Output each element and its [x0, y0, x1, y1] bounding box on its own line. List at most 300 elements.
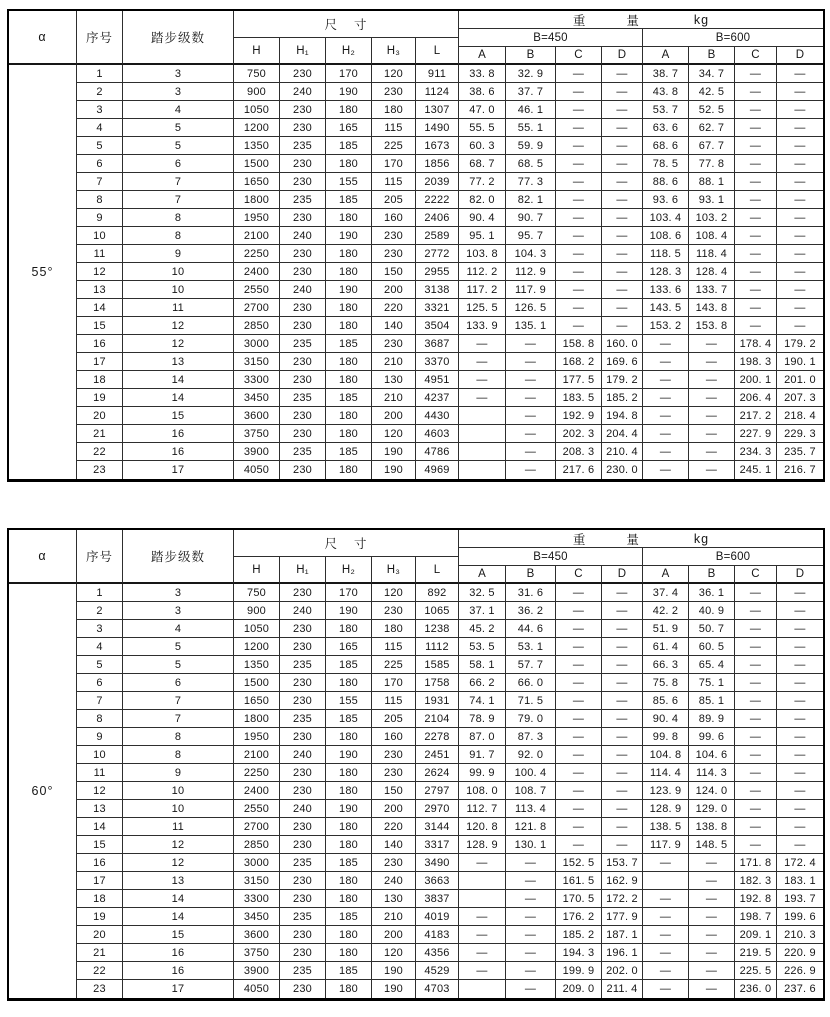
- cell-h: 750: [234, 65, 280, 83]
- cell-c600: —: [735, 137, 777, 155]
- cell-l: 4019: [416, 908, 459, 926]
- cell-l: 2589: [416, 227, 459, 245]
- cell-d600: —: [777, 263, 823, 281]
- cell-b600: —: [689, 407, 735, 425]
- cell-b450: 71. 5: [506, 692, 556, 710]
- col-header-b600: B: [689, 566, 735, 584]
- cell-h2: 185: [326, 191, 372, 209]
- cell-l: 1490: [416, 119, 459, 137]
- cell-d600: —: [777, 782, 823, 800]
- cell-h3: 230: [372, 227, 416, 245]
- cell-c450: —: [556, 584, 602, 602]
- cell-h3: 225: [372, 656, 416, 674]
- cell-a600: 68. 6: [643, 137, 689, 155]
- cell-h1: 230: [280, 173, 326, 191]
- cell-h: 2400: [234, 782, 280, 800]
- cell-b450: 53. 1: [506, 638, 556, 656]
- cell-h2: 180: [326, 872, 372, 890]
- cell-c600: —: [735, 245, 777, 263]
- cell-h: 1950: [234, 728, 280, 746]
- cell-h3: 190: [372, 980, 416, 998]
- cell-d600: —: [777, 281, 823, 299]
- cell-h: 2400: [234, 263, 280, 281]
- cell-b450: 46. 1: [506, 101, 556, 119]
- cell-d600: —: [777, 119, 823, 137]
- cell-steps: 12: [123, 317, 234, 335]
- cell-c450: —: [556, 764, 602, 782]
- cell-c450: —: [556, 638, 602, 656]
- cell-a450: [459, 890, 506, 908]
- col-header-h2: H₂: [326, 38, 372, 65]
- cell-seq: 21: [77, 425, 123, 443]
- cell-steps: 14: [123, 371, 234, 389]
- cell-steps: 16: [123, 962, 234, 980]
- cell-a600: 153. 2: [643, 317, 689, 335]
- cell-h1: 230: [280, 317, 326, 335]
- cell-h3: 180: [372, 620, 416, 638]
- cell-a600: 114. 4: [643, 764, 689, 782]
- cell-d450: —: [602, 263, 643, 281]
- cell-b600: —: [689, 425, 735, 443]
- cell-h: 2250: [234, 764, 280, 782]
- cell-d450: —: [602, 299, 643, 317]
- spec-table-55deg: [7, 9, 825, 482]
- cell-a450: —: [459, 389, 506, 407]
- cell-h2: 180: [326, 353, 372, 371]
- weight-group-header: [459, 530, 823, 548]
- cell-b600: —: [689, 890, 735, 908]
- cell-steps: 11: [123, 818, 234, 836]
- cell-b450: —: [506, 425, 556, 443]
- cell-steps: 12: [123, 854, 234, 872]
- cell-a600: 123. 9: [643, 782, 689, 800]
- cell-b450: —: [506, 908, 556, 926]
- cell-b450: —: [506, 926, 556, 944]
- cell-l: 3837: [416, 890, 459, 908]
- cell-c450: —: [556, 620, 602, 638]
- cell-h: 3450: [234, 908, 280, 926]
- cell-h2: 180: [326, 155, 372, 173]
- cell-seq: 12: [77, 782, 123, 800]
- col-header-l: L: [416, 38, 459, 65]
- cell-c600: —: [735, 728, 777, 746]
- cell-c450: 161. 5: [556, 872, 602, 890]
- col-header-c600: C: [735, 47, 777, 65]
- cell-h3: 200: [372, 281, 416, 299]
- cell-a600: —: [643, 908, 689, 926]
- cell-h: 2250: [234, 245, 280, 263]
- cell-h: 2700: [234, 818, 280, 836]
- cell-a450: [459, 425, 506, 443]
- cell-h1: 230: [280, 245, 326, 263]
- cell-b450: 57. 7: [506, 656, 556, 674]
- dimensions-group-header: [234, 530, 459, 557]
- col-header-h: H: [234, 557, 280, 584]
- cell-h: 900: [234, 83, 280, 101]
- cell-c450: —: [556, 209, 602, 227]
- cell-d600: —: [777, 83, 823, 101]
- cell-b600: 89. 9: [689, 710, 735, 728]
- cell-d450: —: [602, 173, 643, 191]
- cell-l: 3663: [416, 872, 459, 890]
- cell-h: 3000: [234, 335, 280, 353]
- cell-b450: 31. 6: [506, 584, 556, 602]
- cell-b450: —: [506, 854, 556, 872]
- cell-h1: 230: [280, 584, 326, 602]
- cell-a450: 82. 0: [459, 191, 506, 209]
- cell-h3: 225: [372, 137, 416, 155]
- cell-l: 2104: [416, 710, 459, 728]
- cell-h1: 230: [280, 353, 326, 371]
- cell-b600: 148. 5: [689, 836, 735, 854]
- cell-d450: 153. 7: [602, 854, 643, 872]
- cell-h3: 115: [372, 173, 416, 191]
- cell-c600: —: [735, 227, 777, 245]
- cell-d450: —: [602, 584, 643, 602]
- cell-seq: 18: [77, 890, 123, 908]
- col-header-h2: H₂: [326, 557, 372, 584]
- cell-steps: 11: [123, 299, 234, 317]
- cell-b600: 65. 4: [689, 656, 735, 674]
- cell-a450: —: [459, 962, 506, 980]
- cell-h2: 185: [326, 389, 372, 407]
- cell-c600: —: [735, 83, 777, 101]
- cell-h: 750: [234, 584, 280, 602]
- cell-steps: 13: [123, 353, 234, 371]
- cell-steps: 3: [123, 83, 234, 101]
- cell-c450: —: [556, 83, 602, 101]
- cell-d600: —: [777, 710, 823, 728]
- cell-seq: 23: [77, 980, 123, 998]
- col-header-b450: B: [506, 47, 556, 65]
- cell-b450: 36. 2: [506, 602, 556, 620]
- cell-l: 2278: [416, 728, 459, 746]
- cell-c450: 208. 3: [556, 443, 602, 461]
- cell-c450: 176. 2: [556, 908, 602, 926]
- cell-a450: [459, 407, 506, 425]
- cell-a600: 78. 5: [643, 155, 689, 173]
- cell-steps: 7: [123, 191, 234, 209]
- cell-c600: —: [735, 317, 777, 335]
- dimensions-group-header: [234, 11, 459, 38]
- cell-h1: 230: [280, 728, 326, 746]
- cell-d450: —: [602, 638, 643, 656]
- cell-a600: 103. 4: [643, 209, 689, 227]
- cell-d450: —: [602, 317, 643, 335]
- cell-seq: 2: [77, 83, 123, 101]
- col-header-h: H: [234, 38, 280, 65]
- cell-l: 2451: [416, 746, 459, 764]
- cell-h1: 230: [280, 263, 326, 281]
- cell-h1: 235: [280, 443, 326, 461]
- cell-seq: 18: [77, 371, 123, 389]
- cell-l: 3370: [416, 353, 459, 371]
- cell-h1: 230: [280, 926, 326, 944]
- alpha-column-header: α: [9, 530, 77, 584]
- cell-h2: 170: [326, 584, 372, 602]
- cell-b600: 60. 5: [689, 638, 735, 656]
- cell-b600: —: [689, 389, 735, 407]
- cell-steps: 5: [123, 137, 234, 155]
- cell-c450: —: [556, 782, 602, 800]
- cell-d600: —: [777, 209, 823, 227]
- cell-c450: —: [556, 674, 602, 692]
- cell-h: 1650: [234, 692, 280, 710]
- cell-h: 3150: [234, 872, 280, 890]
- cell-d450: —: [602, 191, 643, 209]
- cell-a450: [459, 872, 506, 890]
- cell-steps: 8: [123, 746, 234, 764]
- cell-c600: —: [735, 692, 777, 710]
- cell-a450: [459, 461, 506, 479]
- cell-h3: 115: [372, 638, 416, 656]
- cell-a450: 90. 4: [459, 209, 506, 227]
- group-label-char: 重: [572, 13, 587, 28]
- cell-steps: 15: [123, 926, 234, 944]
- cell-d600: —: [777, 101, 823, 119]
- cell-a600: 117. 9: [643, 836, 689, 854]
- cell-steps: 10: [123, 263, 234, 281]
- cell-h1: 230: [280, 65, 326, 83]
- cell-c600: 245. 1: [735, 461, 777, 479]
- col-header-b450: B: [506, 566, 556, 584]
- cell-d600: 199. 6: [777, 908, 823, 926]
- cell-l: 1585: [416, 656, 459, 674]
- cell-h3: 115: [372, 692, 416, 710]
- cell-a600: —: [643, 926, 689, 944]
- table-grid: [9, 530, 823, 998]
- cell-h: 2550: [234, 800, 280, 818]
- cell-h: 3150: [234, 353, 280, 371]
- cell-d600: —: [777, 155, 823, 173]
- cell-h3: 120: [372, 65, 416, 83]
- cell-d600: —: [777, 245, 823, 263]
- cell-seq: 7: [77, 173, 123, 191]
- cell-a450: 53. 5: [459, 638, 506, 656]
- cell-d450: 204. 4: [602, 425, 643, 443]
- cell-h: 1800: [234, 710, 280, 728]
- cell-l: 4356: [416, 944, 459, 962]
- cell-l: 2797: [416, 782, 459, 800]
- col-header-h3: H₃: [372, 38, 416, 65]
- cell-c600: 200. 1: [735, 371, 777, 389]
- cell-h: 1200: [234, 119, 280, 137]
- cell-a600: 63. 6: [643, 119, 689, 137]
- cell-a450: [459, 980, 506, 998]
- cell-seq: 3: [77, 101, 123, 119]
- cell-b450: —: [506, 962, 556, 980]
- cell-c450: —: [556, 227, 602, 245]
- cell-c600: —: [735, 674, 777, 692]
- cell-h: 3600: [234, 926, 280, 944]
- cell-b450: —: [506, 872, 556, 890]
- cell-a600: —: [643, 353, 689, 371]
- cell-c600: 217. 2: [735, 407, 777, 425]
- cell-a450: 112. 2: [459, 263, 506, 281]
- cell-b600: 75. 1: [689, 674, 735, 692]
- cell-h3: 115: [372, 119, 416, 137]
- cell-h2: 155: [326, 692, 372, 710]
- group-label-char: 重: [572, 532, 587, 547]
- cell-b600: —: [689, 335, 735, 353]
- cell-a600: —: [643, 389, 689, 407]
- cell-h: 1500: [234, 674, 280, 692]
- cell-h: 900: [234, 602, 280, 620]
- cell-a450: 47. 0: [459, 101, 506, 119]
- seq-column-header: 序号: [77, 530, 123, 584]
- cell-a450: 87. 0: [459, 728, 506, 746]
- cell-h1: 230: [280, 461, 326, 479]
- cell-b450: 130. 1: [506, 836, 556, 854]
- cell-c600: 178. 4: [735, 335, 777, 353]
- cell-b600: —: [689, 962, 735, 980]
- cell-b450: 59. 9: [506, 137, 556, 155]
- cell-l: 911: [416, 65, 459, 83]
- cell-l: 3490: [416, 854, 459, 872]
- cell-c600: —: [735, 155, 777, 173]
- col-header-a600: A: [643, 566, 689, 584]
- cell-h3: 230: [372, 854, 416, 872]
- cell-d600: 207. 3: [777, 389, 823, 407]
- cell-c600: 182. 3: [735, 872, 777, 890]
- cell-b450: —: [506, 944, 556, 962]
- steps-column-header: 踏步级数: [123, 530, 234, 584]
- cell-c450: —: [556, 299, 602, 317]
- cell-seq: 19: [77, 389, 123, 407]
- cell-h: 2100: [234, 227, 280, 245]
- cell-b600: 118. 4: [689, 245, 735, 263]
- cell-seq: 3: [77, 620, 123, 638]
- cell-l: 1673: [416, 137, 459, 155]
- cell-h3: 200: [372, 926, 416, 944]
- cell-b600: 50. 7: [689, 620, 735, 638]
- cell-b450: 37. 7: [506, 83, 556, 101]
- cell-h: 3450: [234, 389, 280, 407]
- cell-h3: 120: [372, 584, 416, 602]
- cell-d600: —: [777, 638, 823, 656]
- cell-h2: 185: [326, 854, 372, 872]
- cell-d600: 210. 3: [777, 926, 823, 944]
- cell-b600: —: [689, 353, 735, 371]
- col-header-d600: D: [777, 566, 823, 584]
- cell-steps: 4: [123, 620, 234, 638]
- cell-l: 2970: [416, 800, 459, 818]
- cell-d600: 201. 0: [777, 371, 823, 389]
- cell-d600: —: [777, 656, 823, 674]
- cell-b600: 42. 5: [689, 83, 735, 101]
- cell-d450: 179. 2: [602, 371, 643, 389]
- cell-b450: —: [506, 980, 556, 998]
- col-header-a450: A: [459, 566, 506, 584]
- cell-h: 1500: [234, 155, 280, 173]
- cell-steps: 5: [123, 119, 234, 137]
- cell-h3: 230: [372, 83, 416, 101]
- cell-steps: 5: [123, 638, 234, 656]
- cell-h3: 150: [372, 782, 416, 800]
- cell-h2: 180: [326, 944, 372, 962]
- cell-steps: 5: [123, 656, 234, 674]
- cell-b450: 87. 3: [506, 728, 556, 746]
- cell-a600: 90. 4: [643, 710, 689, 728]
- cell-h2: 180: [326, 317, 372, 335]
- cell-d600: 172. 4: [777, 854, 823, 872]
- cell-l: 1065: [416, 602, 459, 620]
- cell-a450: 37. 1: [459, 602, 506, 620]
- cell-h2: 180: [326, 674, 372, 692]
- cell-l: 4786: [416, 443, 459, 461]
- cell-d450: —: [602, 764, 643, 782]
- cell-h2: 190: [326, 800, 372, 818]
- cell-c600: —: [735, 584, 777, 602]
- cell-h3: 190: [372, 962, 416, 980]
- cell-b450: 113. 4: [506, 800, 556, 818]
- b450-group-header: B=450: [459, 29, 643, 47]
- cell-h1: 235: [280, 962, 326, 980]
- cell-b450: 126. 5: [506, 299, 556, 317]
- cell-h1: 235: [280, 854, 326, 872]
- cell-seq: 10: [77, 746, 123, 764]
- cell-seq: 14: [77, 818, 123, 836]
- cell-b450: —: [506, 389, 556, 407]
- cell-b600: 133. 7: [689, 281, 735, 299]
- cell-b600: 52. 5: [689, 101, 735, 119]
- cell-d450: 202. 0: [602, 962, 643, 980]
- col-header-h3: H₃: [372, 557, 416, 584]
- cell-c450: —: [556, 245, 602, 263]
- cell-steps: 3: [123, 65, 234, 83]
- col-header-c600: C: [735, 566, 777, 584]
- cell-c450: —: [556, 800, 602, 818]
- weight-unit-label: kg: [693, 531, 710, 546]
- cell-h: 3900: [234, 962, 280, 980]
- cell-h2: 190: [326, 227, 372, 245]
- cell-h1: 240: [280, 227, 326, 245]
- cell-a450: 112. 7: [459, 800, 506, 818]
- cell-a450: 120. 8: [459, 818, 506, 836]
- cell-l: 4603: [416, 425, 459, 443]
- cell-h3: 210: [372, 908, 416, 926]
- cell-steps: 10: [123, 782, 234, 800]
- cell-c600: —: [735, 101, 777, 119]
- steps-column-header: 踏步级数: [123, 11, 234, 65]
- cell-l: 2772: [416, 245, 459, 263]
- cell-h2: 180: [326, 836, 372, 854]
- cell-b450: 104. 3: [506, 245, 556, 263]
- cell-b600: —: [689, 980, 735, 998]
- cell-a600: —: [643, 980, 689, 998]
- cell-b600: —: [689, 872, 735, 890]
- cell-h: 1350: [234, 137, 280, 155]
- cell-seq: 22: [77, 443, 123, 461]
- cell-c450: —: [556, 101, 602, 119]
- cell-steps: 12: [123, 335, 234, 353]
- cell-d600: 216. 7: [784, 464, 816, 476]
- cell-seq: 6: [77, 674, 123, 692]
- cell-b600: 129. 0: [689, 800, 735, 818]
- cell-h2: 190: [326, 83, 372, 101]
- cell-d450: —: [602, 281, 643, 299]
- cell-h2: 170: [326, 65, 372, 83]
- cell-steps: 8: [123, 728, 234, 746]
- b450-group-header: B=450: [459, 548, 643, 566]
- cell-b600: 128. 4: [689, 263, 735, 281]
- cell-h1: 240: [280, 746, 326, 764]
- cell-a450: 74. 1: [459, 692, 506, 710]
- cell-seq: 14: [77, 299, 123, 317]
- cell-a600: 51. 9: [643, 620, 689, 638]
- cell-steps: 16: [123, 944, 234, 962]
- cell-a450: 33. 8: [459, 65, 506, 83]
